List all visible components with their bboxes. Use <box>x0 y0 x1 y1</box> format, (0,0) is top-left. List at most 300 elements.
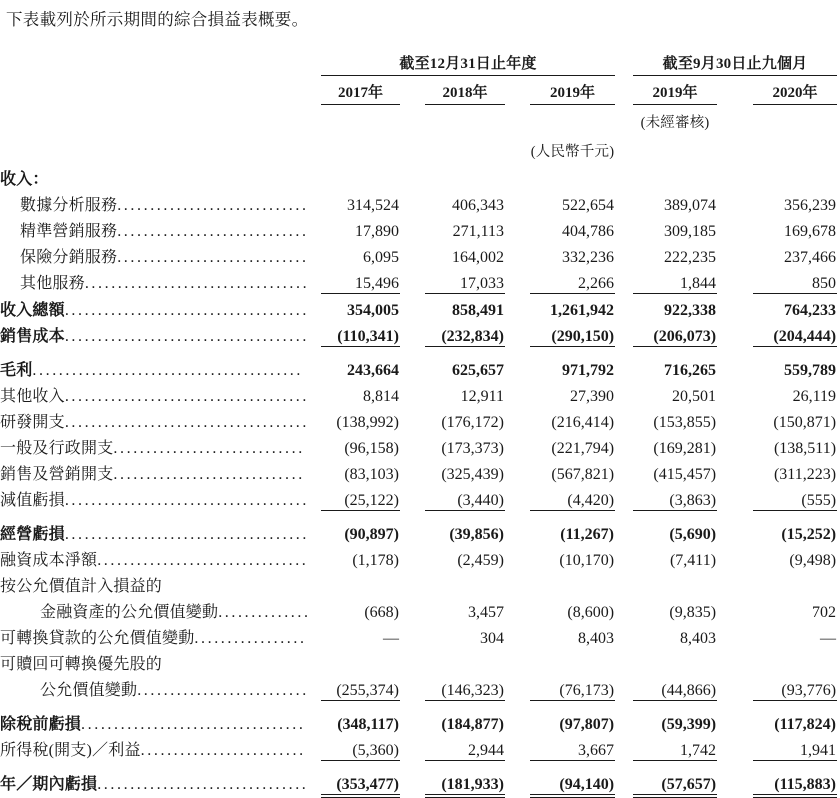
currency-note: (人民幣千元) <box>530 144 615 160</box>
row-label <box>0 674 309 700</box>
cell-value <box>425 163 505 189</box>
cell-value: (206,073) <box>653 328 717 345</box>
cell-value: 1,261,942 <box>550 302 615 319</box>
column-spacer <box>400 544 425 570</box>
column-header-2019-fy: 2019年 <box>550 85 596 101</box>
header-spacer <box>0 52 296 75</box>
column-spacer <box>400 294 425 320</box>
double-rule-cell <box>530 794 615 798</box>
cell-value: (415,457) <box>653 466 717 483</box>
intro-paragraph: 下表載列於所示期間的綜合損益表概要。 <box>6 10 309 29</box>
column-spacer <box>400 267 425 293</box>
column-spacer <box>615 406 633 432</box>
leader-dots: ............................. <box>113 440 305 457</box>
cell-value: (348,117) <box>337 716 399 733</box>
column-spacer <box>717 596 753 622</box>
cell-value <box>530 570 615 596</box>
row-label-text: 除稅前虧損 <box>0 716 82 733</box>
cell-value: (3,863) <box>669 492 717 509</box>
column-spacer <box>717 734 753 760</box>
cell-value <box>530 648 615 674</box>
cell-value: 26,119 <box>792 388 837 405</box>
header-group-row <box>0 52 840 75</box>
row-label <box>0 570 296 596</box>
table-row <box>0 674 840 700</box>
cell-value: 243,664 <box>347 362 399 379</box>
column-spacer <box>615 267 633 293</box>
header-year-row <box>0 76 840 104</box>
cell-value: 304 <box>480 630 504 647</box>
cell-value: 702 <box>812 604 837 621</box>
cell-value: (39,856) <box>449 526 504 543</box>
cell-value: 716,265 <box>664 362 717 379</box>
leader-dots: ..................................... <box>64 414 310 431</box>
column-spacer <box>615 294 633 320</box>
column-spacer <box>717 674 753 700</box>
cell-value: (138,992) <box>336 414 399 431</box>
double-rule-cell <box>425 794 505 798</box>
column-spacer <box>505 484 530 510</box>
cell-value: (138,511) <box>773 440 837 457</box>
column-spacer <box>505 622 530 648</box>
cell-value: 1,844 <box>680 275 717 292</box>
cell-value: (567,821) <box>551 466 615 483</box>
cell-value: 406,343 <box>452 197 504 214</box>
row-label <box>0 544 309 570</box>
cell-value: (76,173) <box>559 682 615 699</box>
header-spacer <box>615 52 633 75</box>
cell-value: 8,814 <box>363 388 399 405</box>
column-spacer <box>717 484 753 510</box>
leader-dots: ............................. <box>113 466 305 483</box>
table-row <box>0 701 840 734</box>
row-label <box>0 406 310 432</box>
column-spacer <box>615 163 633 189</box>
column-spacer <box>615 484 633 510</box>
cell-value: (7,411) <box>669 552 717 569</box>
header-spacer <box>717 76 753 104</box>
cell-value: (57,657) <box>661 776 717 793</box>
cell-value <box>321 570 400 596</box>
cell-value: (8,600) <box>567 604 615 621</box>
cell-value: 15,496 <box>355 275 399 292</box>
row-label <box>0 734 306 760</box>
table-row <box>0 484 840 510</box>
cell-value: (216,414) <box>551 414 615 431</box>
column-spacer <box>400 622 425 648</box>
table-row <box>0 622 840 648</box>
table-row <box>0 163 840 189</box>
column-spacer <box>717 267 753 293</box>
cell-value: (181,933) <box>441 776 504 793</box>
row-label <box>0 380 310 406</box>
row-label-text: 數據分析服務 <box>20 197 118 214</box>
column-spacer <box>505 320 530 346</box>
column-spacer <box>615 189 633 215</box>
row-label-text: 年／期內虧損 <box>0 776 98 793</box>
header-spacer <box>0 105 633 132</box>
column-spacer <box>615 622 633 648</box>
cell-value: (90,897) <box>344 526 399 543</box>
row-label-text: 精準營銷服務 <box>20 223 118 240</box>
row-label <box>0 347 304 380</box>
column-spacer <box>505 511 530 544</box>
row-label <box>0 294 310 320</box>
cell-value <box>425 570 505 596</box>
column-spacer <box>505 761 530 794</box>
cell-value: (117,824) <box>774 716 837 733</box>
column-spacer <box>615 761 633 794</box>
unaudited-note-row <box>0 105 840 132</box>
column-spacer <box>717 622 753 648</box>
cell-value: 1,742 <box>680 742 717 759</box>
column-spacer <box>400 458 425 484</box>
table-row <box>0 294 840 320</box>
cell-value: 858,491 <box>452 302 504 319</box>
row-label-text: 金融資產的公允價值變動 <box>40 604 219 621</box>
column-spacer <box>505 241 530 267</box>
leader-dots: ..................................... <box>64 302 310 319</box>
cell-value: 169,678 <box>784 223 837 240</box>
cell-value: 237,466 <box>784 249 837 266</box>
cell-value: (93,776) <box>781 682 837 699</box>
row-label <box>0 701 306 734</box>
cell-value: (204,444) <box>773 328 837 345</box>
cell-value: (11,267) <box>560 526 615 543</box>
header-spacer <box>296 52 321 75</box>
table-row <box>0 267 840 293</box>
column-spacer <box>615 648 633 674</box>
cell-value: 2,944 <box>468 742 504 759</box>
cell-value: 404,786 <box>562 223 615 240</box>
column-spacer <box>615 701 633 734</box>
column-spacer <box>400 674 425 700</box>
cell-value <box>321 163 400 189</box>
column-spacer <box>400 380 425 406</box>
cell-value: (83,103) <box>344 466 399 483</box>
row-label-text: 減值虧損 <box>0 492 65 509</box>
row-label-text: 毛利 <box>0 362 33 379</box>
cell-value: 27,390 <box>570 388 615 405</box>
cell-value: (668) <box>364 604 399 621</box>
cell-value <box>753 648 837 674</box>
table-row <box>0 544 840 570</box>
table-row <box>0 570 840 596</box>
column-spacer <box>717 570 753 596</box>
row-label <box>0 320 310 346</box>
column-spacer <box>505 734 530 760</box>
row-label-text: 收入： <box>0 171 49 188</box>
income-statement-table <box>0 52 840 798</box>
cell-value <box>753 163 837 189</box>
leader-dots: ......................................... <box>32 362 304 379</box>
cell-value: (97,807) <box>559 716 615 733</box>
cell-value: (221,794) <box>551 440 615 457</box>
row-label <box>0 215 309 241</box>
column-spacer <box>505 406 530 432</box>
column-header-2018: 2018年 <box>442 85 488 101</box>
column-spacer <box>400 347 425 380</box>
cell-value: (255,374) <box>336 682 399 699</box>
cell-value: 3,667 <box>578 742 615 759</box>
cell-value: 559,789 <box>784 362 837 379</box>
column-spacer <box>717 544 753 570</box>
column-spacer <box>400 570 425 596</box>
leader-dots: .................................. <box>81 716 306 733</box>
cell-value: 17,890 <box>355 223 399 240</box>
cell-value: 850 <box>812 275 837 292</box>
column-spacer <box>505 432 530 458</box>
cell-value <box>633 163 717 189</box>
column-spacer <box>505 267 530 293</box>
cell-value: 8,403 <box>578 630 615 647</box>
cell-value: 164,002 <box>452 249 504 266</box>
leader-dots: ................. <box>194 630 307 647</box>
cell-value: 922,338 <box>664 302 717 319</box>
row-label-text: 融資成本淨額 <box>0 552 98 569</box>
header-spacer <box>615 76 633 104</box>
cell-value: — <box>820 630 837 647</box>
row-label <box>0 648 296 674</box>
cell-value: 222,235 <box>664 249 717 266</box>
header-spacer <box>717 105 840 132</box>
cell-value: 271,113 <box>452 223 504 240</box>
rule-spacer <box>505 794 530 798</box>
column-spacer <box>296 570 321 596</box>
cell-value: 764,233 <box>784 302 837 319</box>
column-spacer <box>400 432 425 458</box>
column-spacer <box>615 215 633 241</box>
column-spacer <box>400 484 425 510</box>
table-row <box>0 320 840 346</box>
leader-dots: ......................... <box>140 742 306 759</box>
cell-value: (1,178) <box>352 552 399 569</box>
cell-value: (325,439) <box>441 466 504 483</box>
column-spacer <box>717 347 753 380</box>
row-label-text: 所得稅(開支)／利益 <box>0 742 141 759</box>
column-spacer <box>615 596 633 622</box>
double-rule-cell <box>321 794 400 798</box>
cell-value: (169,281) <box>653 440 717 457</box>
column-spacer <box>505 570 530 596</box>
cell-value: 389,074 <box>664 197 717 214</box>
rule-spacer <box>615 794 633 798</box>
column-spacer <box>717 432 753 458</box>
leader-dots: ..................................... <box>64 328 310 345</box>
row-label-text: 一般及行政開支 <box>0 440 114 457</box>
cell-value <box>321 648 400 674</box>
cell-value: 8,403 <box>680 630 717 647</box>
table-row <box>0 648 840 674</box>
column-spacer <box>717 648 753 674</box>
table-row <box>0 761 840 794</box>
header-spacer <box>400 76 425 104</box>
column-spacer <box>400 734 425 760</box>
cell-value: (311,223) <box>773 466 837 483</box>
column-spacer <box>400 163 425 189</box>
header-spacer <box>505 76 530 104</box>
column-header-2017: 2017年 <box>337 85 383 101</box>
rule-spacer <box>717 794 753 798</box>
row-label-text: 經營虧損 <box>0 526 65 543</box>
cell-value: 625,657 <box>452 362 504 379</box>
row-label-text: 其他服務 <box>20 275 85 292</box>
row-label-text: 公允價值變動 <box>40 682 138 699</box>
cell-value: 332,236 <box>562 249 615 266</box>
cell-value: (2,459) <box>457 552 504 569</box>
cell-value: (150,871) <box>773 414 837 431</box>
cell-value <box>425 648 505 674</box>
column-spacer <box>717 701 753 734</box>
column-spacer <box>615 674 633 700</box>
leader-dots: ............................. <box>117 249 309 266</box>
table-row <box>0 189 840 215</box>
double-rule-row <box>0 794 840 798</box>
column-spacer <box>400 511 425 544</box>
row-label <box>0 596 311 622</box>
column-spacer <box>400 215 425 241</box>
cell-value: (110,341) <box>337 328 399 345</box>
cell-value: (232,834) <box>441 328 504 345</box>
cell-value: (3,440) <box>457 492 504 509</box>
row-label <box>0 761 309 794</box>
leader-dots: .................................. <box>84 275 310 292</box>
column-spacer <box>505 215 530 241</box>
column-spacer <box>505 347 530 380</box>
header-spacer <box>296 76 321 104</box>
cell-value: 522,654 <box>562 197 615 214</box>
header-spacer <box>0 76 296 104</box>
cell-value: (555) <box>801 492 837 509</box>
column-spacer <box>717 163 753 189</box>
cell-value <box>633 570 717 596</box>
column-spacer <box>505 544 530 570</box>
cell-value: (15,252) <box>781 526 837 543</box>
table-header <box>0 52 840 163</box>
column-header-2019-9m: 2019年 <box>652 85 698 101</box>
table-body <box>0 163 840 798</box>
cell-value: — <box>383 630 399 647</box>
row-label-text: 收入總額 <box>0 302 65 319</box>
leader-dots: ................................ <box>97 552 309 569</box>
row-label-text: 銷售及營銷開支 <box>0 466 114 483</box>
column-spacer <box>717 294 753 320</box>
column-spacer <box>717 241 753 267</box>
row-label-text: 其他收入 <box>0 388 65 405</box>
leader-dots: .......................... <box>137 682 309 699</box>
header-spacer <box>0 132 530 163</box>
table-row <box>0 380 840 406</box>
cell-value: 17,033 <box>460 275 504 292</box>
row-label <box>0 458 305 484</box>
column-spacer <box>717 406 753 432</box>
column-spacer <box>505 163 530 189</box>
cell-value: (5,690) <box>669 526 717 543</box>
column-spacer <box>615 570 633 596</box>
cell-value: 12,911 <box>460 388 504 405</box>
column-spacer <box>505 674 530 700</box>
cell-value: (176,172) <box>441 414 504 431</box>
header-spacer <box>615 132 840 163</box>
column-spacer <box>400 406 425 432</box>
column-spacer <box>615 544 633 570</box>
column-header-2020-9m: 2020年 <box>772 85 818 101</box>
double-rule-cell <box>633 794 717 798</box>
cell-value: (9,498) <box>789 552 837 569</box>
cell-value: 354,005 <box>347 302 399 319</box>
row-label <box>0 484 310 510</box>
cell-value: 1,941 <box>800 742 837 759</box>
row-label-text: 保險分銷服務 <box>20 249 118 266</box>
row-label <box>0 241 309 267</box>
group-header-years: 截至12月31日止年度 <box>399 56 537 72</box>
cell-value <box>633 648 717 674</box>
table-row <box>0 596 840 622</box>
row-label-text: 可轉換貸款的公允價值變動 <box>0 630 195 647</box>
double-rule-cell <box>753 794 837 798</box>
cell-value: 3,457 <box>468 604 504 621</box>
leader-dots: ..................................... <box>64 526 310 543</box>
table-row <box>0 347 840 380</box>
column-spacer <box>615 241 633 267</box>
column-spacer <box>717 320 753 346</box>
cell-value: (290,150) <box>551 328 615 345</box>
cell-value: (96,158) <box>344 440 399 457</box>
cell-value: (5,360) <box>352 742 399 759</box>
cell-value <box>530 163 615 189</box>
leader-dots: .............. <box>218 604 311 621</box>
column-spacer <box>615 734 633 760</box>
row-label-text: 按公允價值計入損益的 <box>0 578 163 595</box>
leader-dots: ..................................... <box>64 388 310 405</box>
leader-dots: ............................. <box>117 223 309 240</box>
cell-value: (353,477) <box>336 776 399 793</box>
column-spacer <box>296 648 321 674</box>
rule-spacer <box>0 794 296 798</box>
table-row <box>0 241 840 267</box>
cell-value <box>753 570 837 596</box>
column-spacer <box>615 432 633 458</box>
leader-dots: ............................. <box>117 197 309 214</box>
column-spacer <box>505 380 530 406</box>
cell-value: 2,266 <box>578 275 615 292</box>
column-spacer <box>615 347 633 380</box>
row-label-text: 研發開支 <box>0 414 65 431</box>
column-spacer <box>615 320 633 346</box>
column-spacer <box>717 380 753 406</box>
column-spacer <box>505 596 530 622</box>
column-spacer <box>717 761 753 794</box>
cell-value: (146,323) <box>441 682 504 699</box>
unaudited-note: (未經審核) <box>640 115 710 131</box>
cell-value: (25,122) <box>344 492 399 509</box>
leader-dots: ................................ <box>97 776 309 793</box>
column-spacer <box>505 294 530 320</box>
cell-value: (94,140) <box>559 776 615 793</box>
cell-value: (9,835) <box>669 604 717 621</box>
column-spacer <box>505 189 530 215</box>
column-spacer <box>717 458 753 484</box>
group-header-nine-months: 截至9月30日止九個月 <box>662 56 808 72</box>
column-spacer <box>505 458 530 484</box>
cell-value: (59,399) <box>661 716 717 733</box>
column-spacer <box>505 648 530 674</box>
cell-value: (173,373) <box>441 440 504 457</box>
column-spacer <box>296 163 321 189</box>
row-label <box>0 432 305 458</box>
row-label-text: 可贖回可轉換優先股的 <box>0 656 163 673</box>
cell-value: 314,524 <box>347 197 399 214</box>
